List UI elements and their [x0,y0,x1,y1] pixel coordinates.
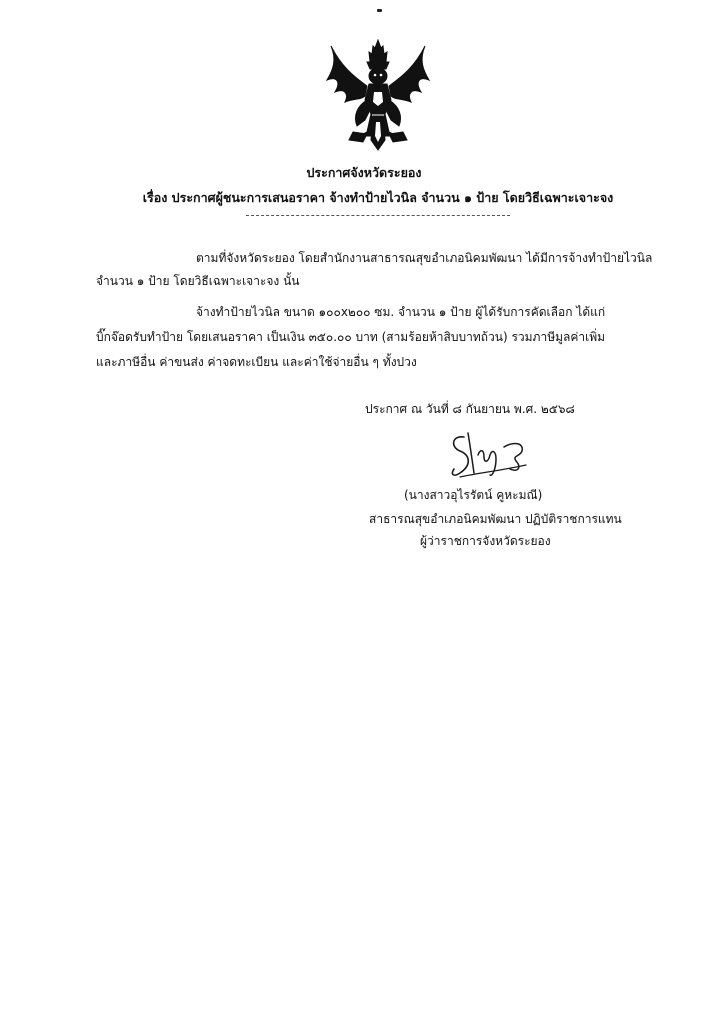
announcement-subject: เรื่อง ประกาศผู้ชนะการเสนอราคา จ้างทำป้ายไวนิล จำนวน ๑ ป้าย โดยวิธีเฉพาะเจาะจง [142,190,614,205]
body-line: จำนวน ๑ ป้าย โดยวิธีเฉพาะเจาะจง นั้น [96,274,300,288]
body-line: จ้างทำป้ายไวนิล ขนาด ๑๐๐x๒๐๐ ซม. จำนวน ๑ ป้าย ผู้ได้รับการคัดเลือก ได้แก่ [196,305,606,319]
divider [246,215,510,216]
signatory-position-acting-for: ผู้ว่าราชการจังหวัดระยอง [420,534,551,548]
body-line: และภาษีอื่น ค่าขนส่ง ค่าจดทะเบียน และค่าใช้จ่ายอื่น ๆ ทั้งปวง [96,355,417,369]
page-mark [377,9,382,12]
body-line: ตามที่จังหวัดระยอง โดยสำนักงานสาธารณสุขอำเภอนิคมพัฒนา ได้มีการจ้างทำป้ายไวนิล [196,251,653,265]
garuda-emblem-icon [323,36,433,154]
body-line: บิ๊กจ๊อดรับทำป้าย โดยเสนอราคา เป็นเงิน ๓๕๐.๐๐ บาท (สามร้อยห้าสิบบาทถ้วน) รวมภาษีมูลค่าเพิ่ม [96,330,606,344]
announcement-date: ประกาศ ณ วันที่ ๘ กันยายน พ.ศ. ๒๕๖๘ [365,402,575,416]
signatory-name: (นางสาวอุไรรัตน์ คูหะมณี) [404,488,543,502]
handwritten-signature [448,425,538,485]
signatory-position: สาธารณสุขอำเภอนิคมพัฒนา ปฏิบัติราชการแทน [369,512,622,526]
announcement-title: ประกาศจังหวัดระยอง [306,165,422,180]
